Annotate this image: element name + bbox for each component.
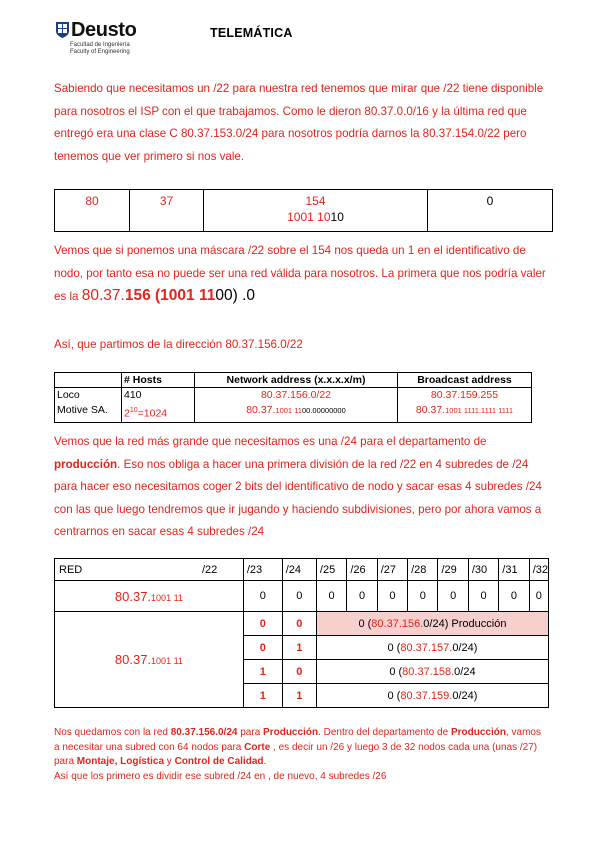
subnet-mask-24: /24 xyxy=(282,559,316,581)
row-4-pre: 0 ( xyxy=(387,689,401,702)
octet-2: 37 xyxy=(130,190,204,232)
table-row-3-subnet xyxy=(316,660,548,684)
row-2-post: 0/24) xyxy=(452,641,478,654)
summary-org xyxy=(55,388,122,423)
prod-c: para xyxy=(237,727,264,738)
zero-bit-28: 0 xyxy=(408,581,438,612)
octet-3 xyxy=(204,190,428,232)
prod-k: y xyxy=(164,756,175,767)
zero-bit-27: 0 xyxy=(377,581,407,612)
intro-paragraph: Sabiendo que necesitamos un /22 para nuestra red tenemos que mirar que /22 tiene disponible para nosotros el ISP con el que trabajamos. Como le dieron 80.37.0.0/16 y la última red que entregó era una clase C 80.37.153.0/24 para nosotros podría darnos la 80.37.154.0/22 pero tenemos que ver primero si nos vale. xyxy=(54,82,544,163)
table-row-2-bit-24: 1 xyxy=(282,636,316,660)
zero-bit-30: 0 xyxy=(468,581,498,612)
subnet-mask-27: /27 xyxy=(377,559,407,581)
octet-3-binary-net: 1001 10 xyxy=(287,210,331,224)
row-2-addr: 80.37.157. xyxy=(400,641,453,654)
subdivision-paragraph xyxy=(54,431,554,544)
subnet-mask-30: /30 xyxy=(468,559,498,581)
prod-f: Producción xyxy=(450,727,506,738)
prod-last-line: Así que los primero es dividir ese subred /24 en , de nuevo, 4 subredes /26 xyxy=(54,770,387,782)
table-row-1-subnet xyxy=(316,612,548,636)
table-row-3-bit-24: 0 xyxy=(282,660,316,684)
prod-b: 80.37.156.0/24 xyxy=(170,727,238,738)
subnet-header-red-label: RED xyxy=(59,563,83,576)
subnet-table xyxy=(54,558,549,708)
subnet-mask-23: /23 xyxy=(243,559,282,581)
octet-4: 0 xyxy=(428,190,553,232)
subnet-split-net-b: 1001 11 xyxy=(151,656,183,666)
summary-hosts-needed: 410 xyxy=(124,389,142,401)
row-3-post: 0/24 xyxy=(454,665,476,678)
logo-subtitle xyxy=(70,42,130,55)
first-valid-rest: 00) .0 xyxy=(215,287,255,304)
zero-bit-32: 0 xyxy=(529,581,548,612)
summary-network xyxy=(195,388,398,423)
summary-header-broadcast: Broadcast address xyxy=(398,373,532,388)
octet-1: 80 xyxy=(55,190,130,232)
subdivision-text-1: Vemos que la red más grande que necesitamos es una /24 para el departamento de xyxy=(54,435,487,448)
table-row-2-subnet xyxy=(316,636,548,660)
octet-3-decimal: 154 xyxy=(305,194,326,208)
summary-header-network: Network address (x.x.x.x/m) xyxy=(195,373,398,388)
table-row-1-bit-23: 0 xyxy=(243,612,282,636)
prod-e: . Dentro del departamento de xyxy=(318,727,451,738)
subnet-mask-28: /28 xyxy=(408,559,438,581)
octets-table xyxy=(54,189,553,232)
zero-bit-24: 0 xyxy=(282,581,316,612)
subnet-mask-26: /26 xyxy=(347,559,377,581)
zero-bit-26: 0 xyxy=(347,581,377,612)
subnet-header-red xyxy=(55,559,244,581)
row-4-addr: 80.37.159. xyxy=(400,689,453,702)
subnet-mask-32: /32 xyxy=(529,559,548,581)
summary-hosts xyxy=(122,388,195,423)
production-paragraph xyxy=(54,726,549,784)
logo-subtitle-1: Facultad de Ingeniería xyxy=(70,42,130,48)
zero-bit-23: 0 xyxy=(243,581,282,612)
mask-explanation xyxy=(54,240,554,309)
row-1-addr: 80.37.156. xyxy=(371,617,424,630)
logo-subtitle-2: Faculty of Engineering xyxy=(70,48,130,55)
summary-broadcast-bin-b: 1001 1111.1111 1111 xyxy=(445,406,514,415)
zero-bit-25: 0 xyxy=(316,581,346,612)
prod-a: Nos quedamos con la red xyxy=(54,727,171,738)
summary-hosts-exp: 10 xyxy=(129,407,138,414)
subnet-mask-29: /29 xyxy=(438,559,468,581)
table-row-3-bit-23: 1 xyxy=(243,660,282,684)
table-row-2-bit-23: 0 xyxy=(243,636,282,660)
subnet-mask-31: /31 xyxy=(499,559,529,581)
summary-broadcast-bin-a: 80.37. xyxy=(415,404,446,416)
summary-network-bin-b: 1001 11 xyxy=(275,406,302,415)
summary-header-hosts: # Hosts xyxy=(122,373,195,388)
prod-g: , vamos a necesitar una subred con 64 nodos para xyxy=(54,727,541,753)
subdivision-bold: producción xyxy=(54,457,118,471)
summary-org-2: Motive SA. xyxy=(57,404,108,416)
mask-explanation-text: Vemos que si ponemos una máscara /22 sobre el 154 nos queda un 1 en el identificativo de nodo, por tanto esa no puede ser una red válida para nosotros. La primera que nos podría valer es la xyxy=(54,244,546,303)
subnet-header-red-mask: /22 xyxy=(202,563,218,576)
summary-hosts-base: 2 xyxy=(124,407,130,420)
start-address-line: Así, que partimos de la dirección 80.37.156.0/22 xyxy=(54,338,303,351)
summary-header-0 xyxy=(55,373,122,388)
row-2-pre: 0 ( xyxy=(387,641,401,654)
table-row-4-subnet xyxy=(316,684,548,708)
prod-i: , es decir un /26 y luego 3 de 32 nodos cada una (unas /27) para xyxy=(54,741,538,767)
zero-bit-29: 0 xyxy=(438,581,468,612)
prod-m: . xyxy=(263,756,267,767)
row-1-post: 0/24) Producción xyxy=(423,617,507,630)
table-row-4-bit-24: 1 xyxy=(282,684,316,708)
summary-broadcast-decimal: 80.37.159.255 xyxy=(430,389,499,401)
octet-3-binary-host: 10 xyxy=(330,210,344,224)
prod-j: Montaje, Logística xyxy=(76,756,165,767)
subnet-base-network xyxy=(55,581,244,612)
subnet-base-net-b: 1001 11 xyxy=(151,592,183,603)
first-valid-bits: 156 (1001 11 xyxy=(124,287,216,304)
summary-table xyxy=(54,372,532,423)
table-row-1-bit-24: 0 xyxy=(282,612,316,636)
prod-d: Producción xyxy=(263,727,319,738)
subnet-split-net-a: 80.37. xyxy=(114,652,152,667)
summary-broadcast xyxy=(398,388,532,423)
subnet-mask-25: /25 xyxy=(316,559,346,581)
summary-network-bin-a: 80.37. xyxy=(246,404,276,416)
prod-l: Control de Calidad xyxy=(174,756,264,767)
logo-word: Deusto xyxy=(71,19,137,41)
table-row-4-bit-23: 1 xyxy=(243,684,282,708)
subnet-split-network xyxy=(55,612,244,708)
page-title: TELEMÁTICA xyxy=(210,26,293,40)
row-4-post: 0/24) xyxy=(452,689,478,702)
prod-h: Corte xyxy=(244,741,271,753)
shield-icon xyxy=(56,22,69,38)
summary-network-decimal: 80.37.156.0/22 xyxy=(260,389,332,401)
first-valid-prefix: 80.37. xyxy=(81,287,125,304)
row-3-pre: 0 ( xyxy=(389,665,403,678)
subdivision-text-2: . Eso nos obliga a hacer una primera división de la red /22 en 4 subredes de /24 para hacer eso necesitamos coger 2 bits del identificativo de nodo y sacar esas 4 subredes /24 con las que luego tendremos que ir jugando y haciendo subdivisiones, pero por ahora vamos a centrarnos en sacar esas 4 subredes /24 xyxy=(54,457,542,538)
row-3-addr: 80.37.158. xyxy=(402,665,455,678)
subnet-base-net-a: 80.37. xyxy=(114,588,152,604)
summary-network-bin-c: 00.00000000 xyxy=(301,406,346,415)
zero-bit-31: 0 xyxy=(499,581,529,612)
row-1-pre: 0 ( xyxy=(358,617,372,630)
summary-org-1: Loco xyxy=(57,389,80,401)
summary-hosts-rest: =1024 xyxy=(137,407,168,420)
